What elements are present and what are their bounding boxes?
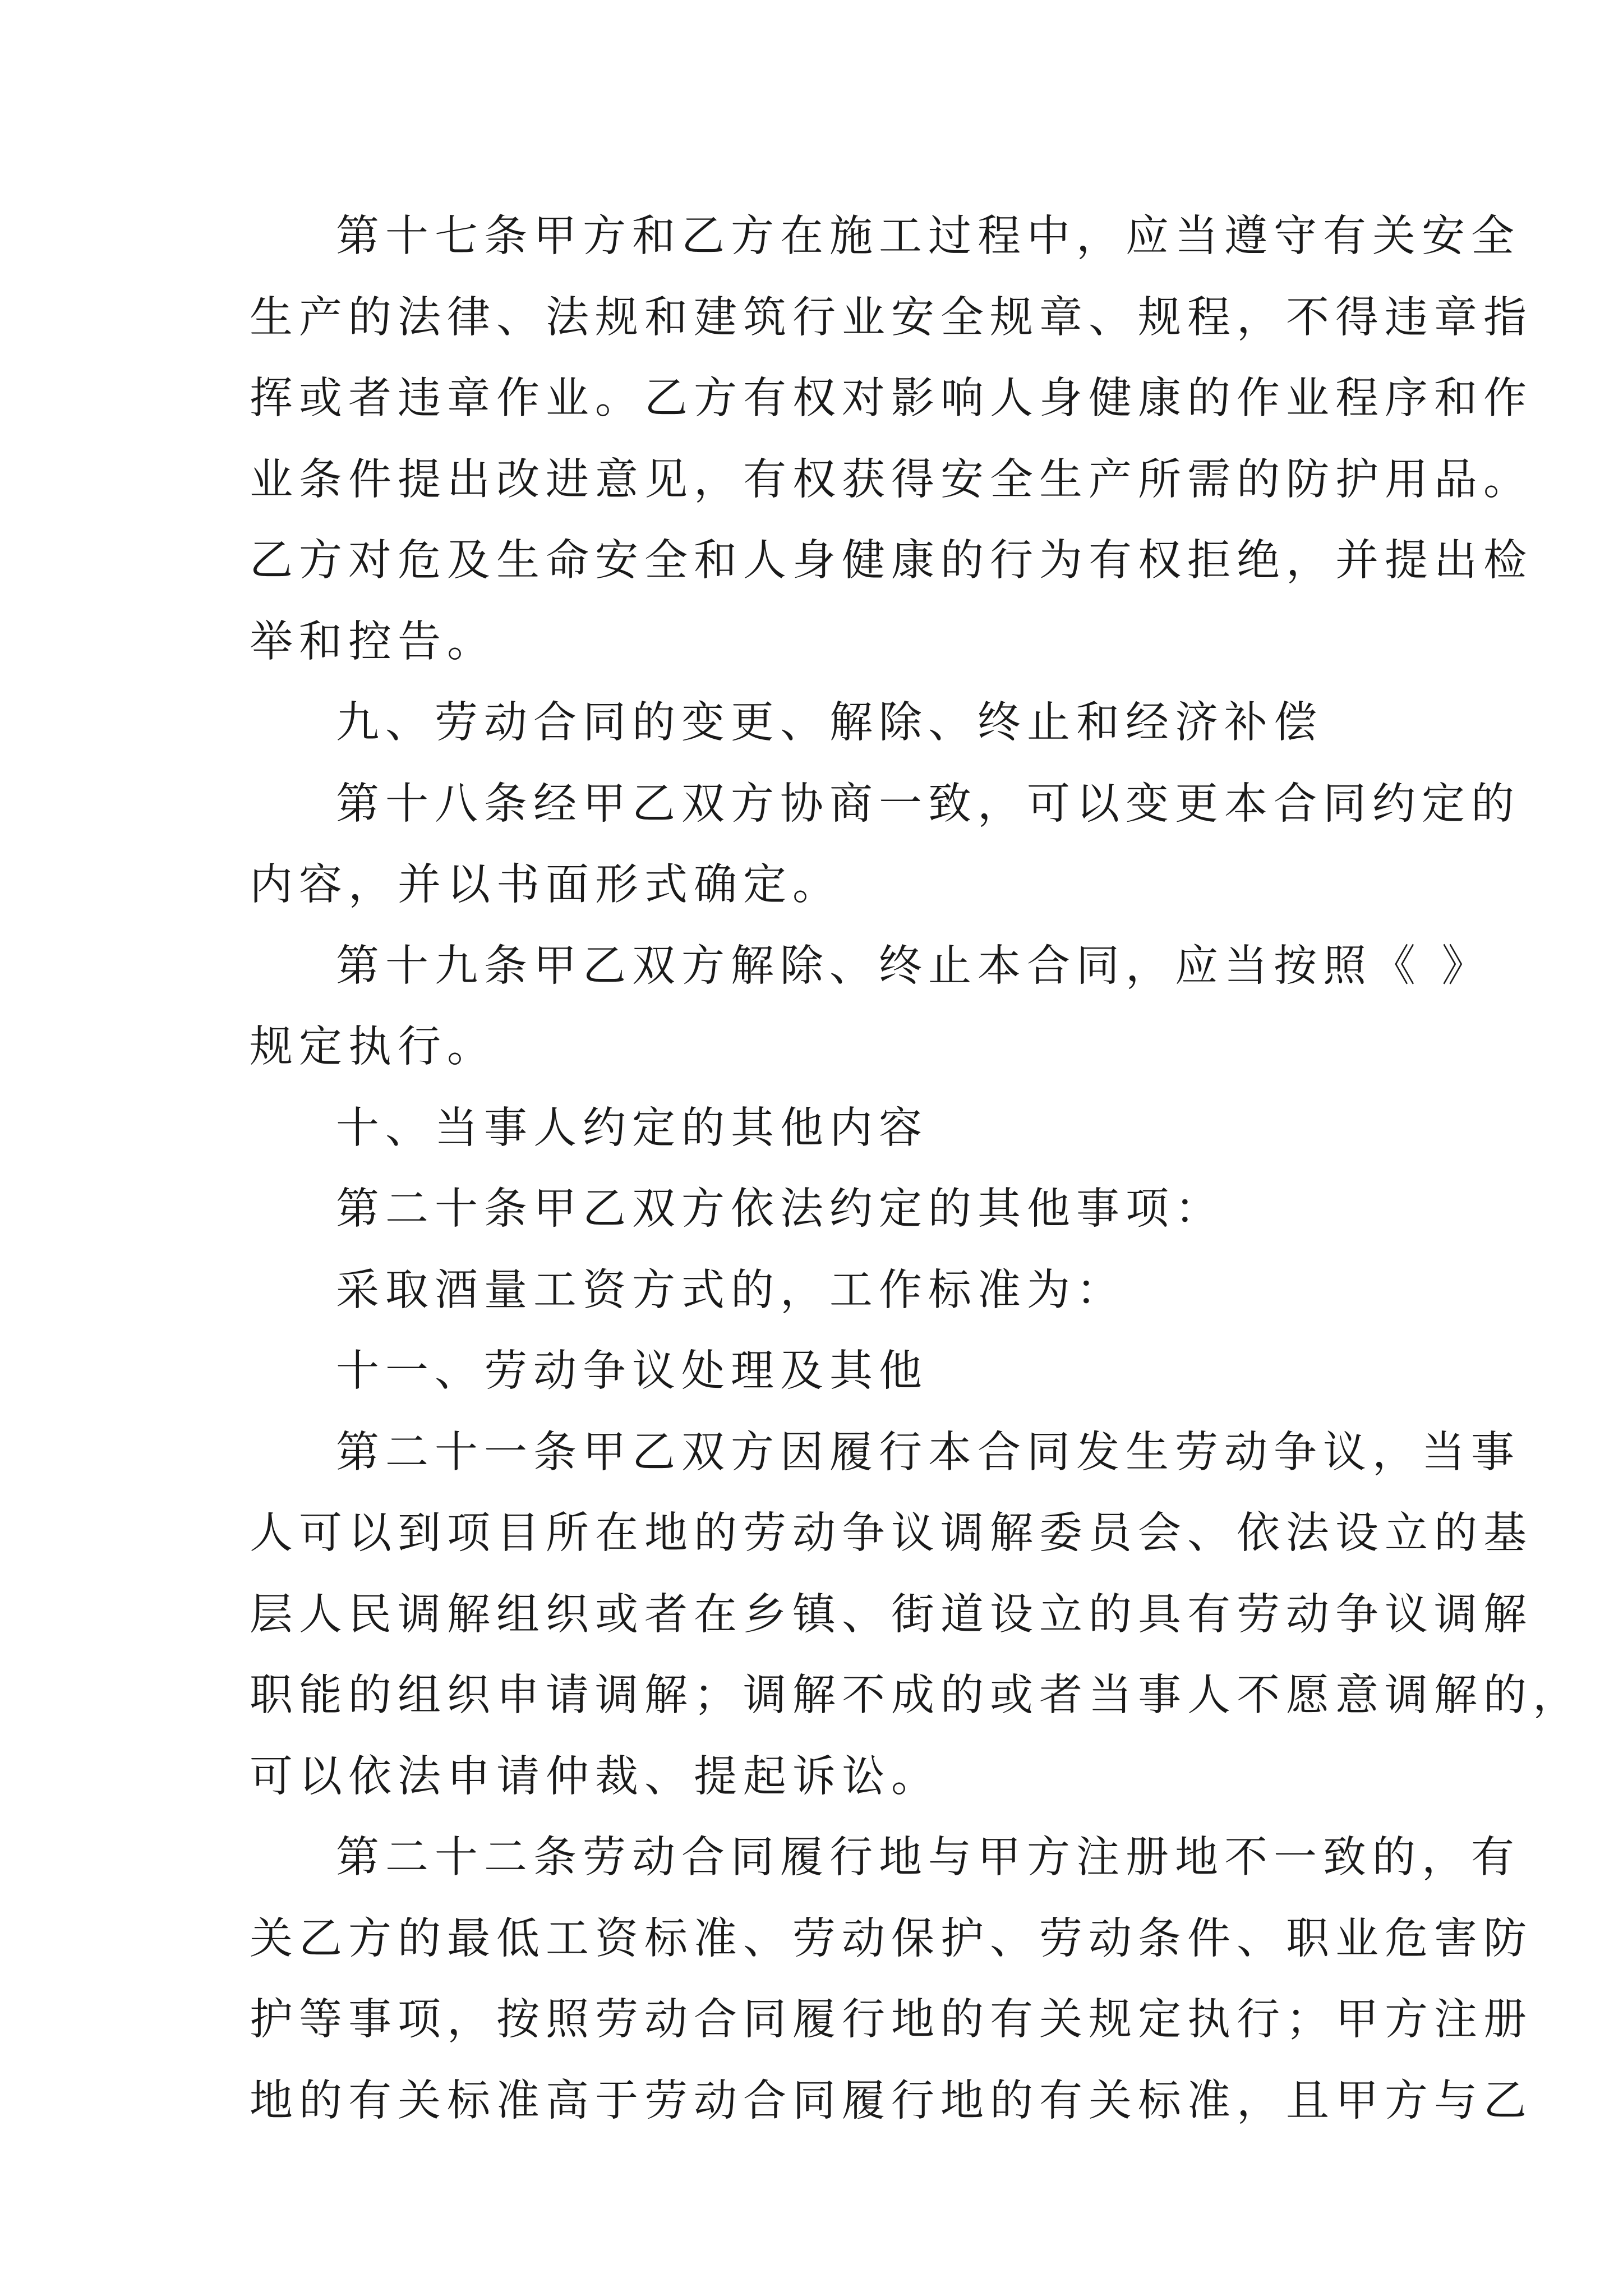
text-line: 第二十二条劳动合同履行地与甲方注册地不一致的，有 bbox=[336, 1833, 1520, 1883]
text-line: 乙方对危及生命安全和人身健康的行为有权拒绝，并提出检 bbox=[250, 536, 1533, 586]
text-line: 第十九条甲乙双方解除、终止本合同，应当按照《 》 bbox=[336, 941, 1491, 991]
text-line: 规定执行。 bbox=[250, 1022, 496, 1072]
section-heading: 十、当事人约定的其他内容 bbox=[336, 1103, 928, 1153]
text-line: 第十七条甲方和乙方在施工过程中，应当遵守有关安全 bbox=[336, 211, 1520, 261]
text-line: 第十八条经甲乙双方协商一致，可以变更本合同约定的 bbox=[336, 779, 1520, 829]
text-line: 可以依法申请仲裁、提起诉讼。 bbox=[250, 1751, 940, 1802]
text-line: 关乙方的最低工资标准、劳动保护、劳动条件、职业危害防 bbox=[250, 1913, 1533, 1964]
contract-text-body bbox=[250, 196, 1582, 2142]
text-line: 举和控告。 bbox=[250, 616, 496, 667]
text-line: 护等事项，按照劳动合同履行地的有关规定执行；甲方注册 bbox=[250, 1995, 1533, 2045]
text-line: 地的有关标准高于劳动合同履行地的有关标准，且甲方与乙 bbox=[250, 2076, 1533, 2126]
text-line: 第二十条甲乙双方依法约定的其他事项： bbox=[336, 1184, 1224, 1234]
text-line: 采取酒量工资方式的，工作标准为： bbox=[336, 1265, 1126, 1315]
section-heading: 十一、劳动争议处理及其他 bbox=[336, 1346, 928, 1396]
text-line: 挥或者违章作业。乙方有权对影响人身健康的作业程序和作 bbox=[250, 374, 1533, 424]
text-line: 第二十一条甲乙双方因履行本合同发生劳动争议，当事 bbox=[336, 1427, 1520, 1478]
text-line: 层人民调解组织或者在乡镇、街道设立的具有劳动争议调解 bbox=[250, 1589, 1533, 1640]
text-line: 职能的组织申请调解；调解不成的或者当事人不愿意调解的， bbox=[250, 1671, 1582, 1720]
text-line: 人可以到项目所在地的劳动争议调解委员会、依法设立的基 bbox=[250, 1508, 1533, 1558]
section-heading: 九、劳动合同的变更、解除、终止和经济补偿 bbox=[336, 698, 1323, 748]
text-line: 业条件提出改进意见，有权获得安全生产所需的防护用品。 bbox=[250, 454, 1533, 505]
text-line: 内容，并以书面形式确定。 bbox=[250, 860, 842, 910]
text-line: 生产的法律、法规和建筑行业安全规章、规程，不得违章指 bbox=[250, 292, 1533, 343]
